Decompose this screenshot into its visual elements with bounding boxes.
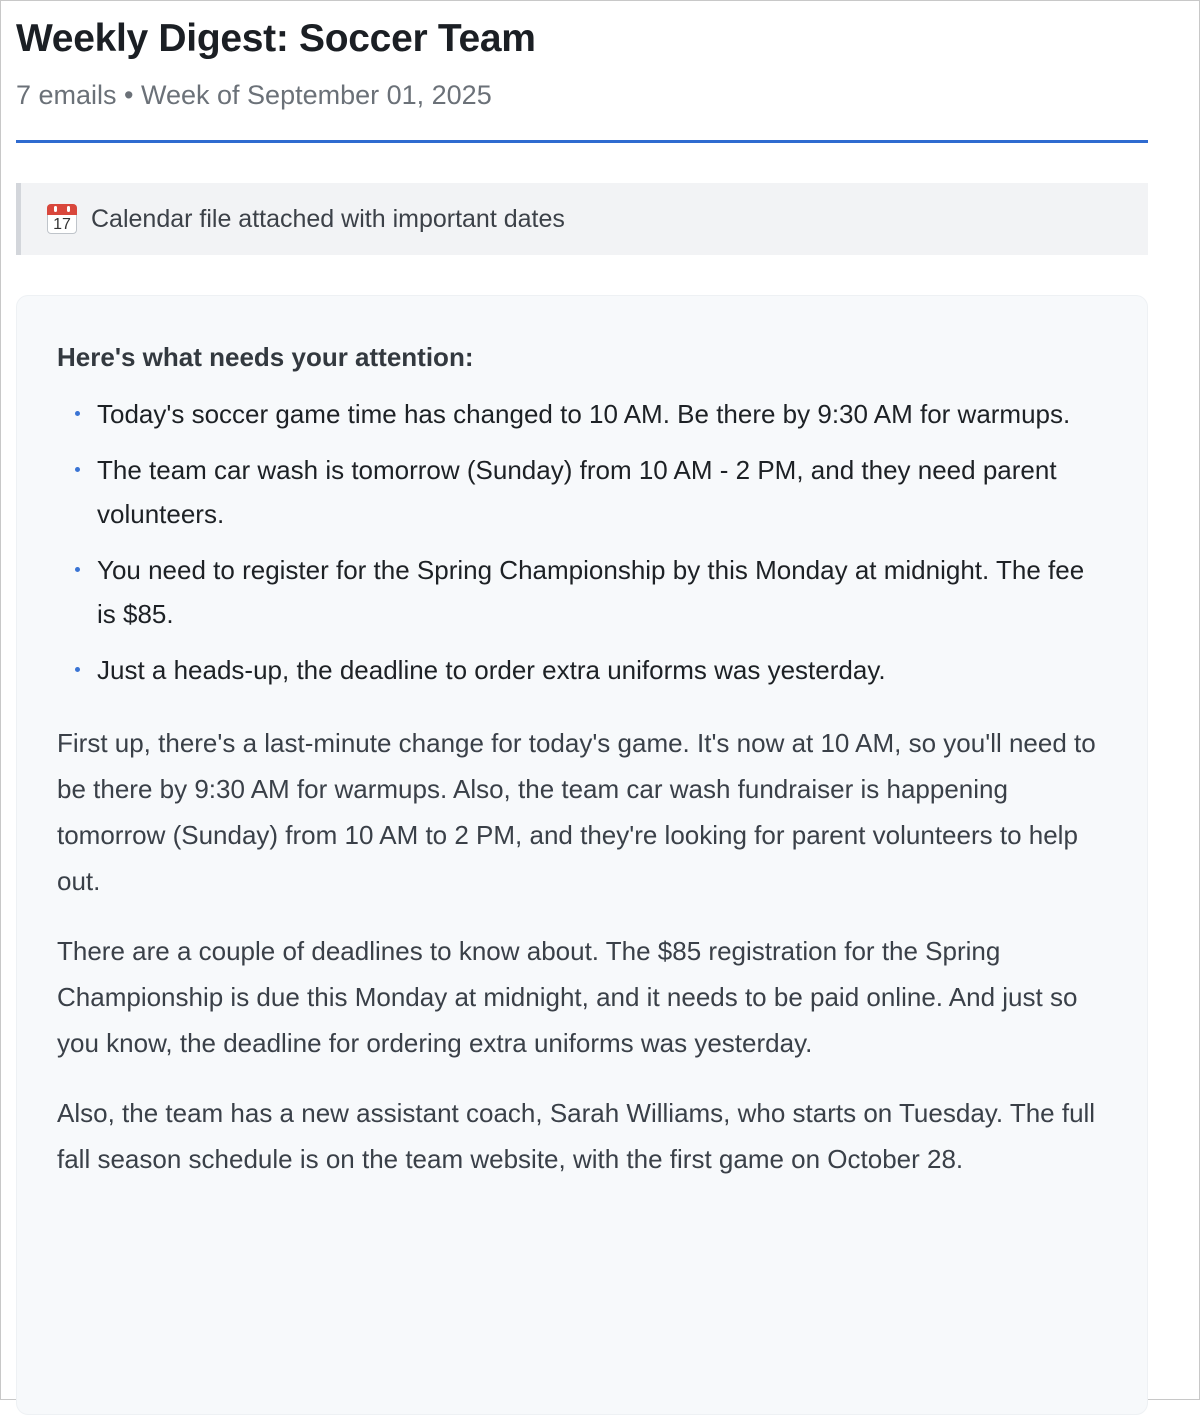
bullet-icon — [75, 411, 80, 416]
bullet-icon — [75, 667, 80, 672]
bullet-icon — [75, 467, 80, 472]
summary-card — [16, 295, 1148, 1415]
header-divider — [16, 140, 1148, 143]
summary-paragraph: There are a couple of deadlines to know about. The $85 registration for the Spring Championship is due this Monday at midnight, and it needs to be paid online. And just so you know, the deadline for ordering extra uniforms was yesterday. — [57, 936, 1078, 1058]
summary-heading: Here's what needs your attention: — [57, 342, 474, 372]
digest-meta: 7 emails • Week of September 01, 2025 — [16, 80, 492, 110]
calendar-icon: 17 — [47, 204, 77, 234]
list-item: Today's soccer game time has changed to 10 AM. Be there by 9:30 AM for warmups. — [57, 392, 1107, 436]
list-item: The team car wash is tomorrow (Sunday) from 10 AM - 2 PM, and they need parent volunteers. — [57, 448, 1107, 536]
notice-text: Calendar file attached with important dates — [91, 204, 565, 233]
summary-paragraph: First up, there's a last-minute change for today's game. It's now at 10 AM, so you'll need to be there by 9:30 AM for warmups. Also, the team car wash fundraiser is happening tomorrow (Sunday) from 10 AM to 2 PM, and they're looking for parent volunteers to help out. — [57, 728, 1096, 896]
summary-paragraph: Also, the team has a new assistant coach, Sarah Williams, who starts on Tuesday. The full fall season schedule is on the team website, with the first game on October 28. — [57, 1098, 1096, 1174]
action-items-list — [57, 392, 1107, 692]
bullet-icon — [75, 567, 80, 572]
digest-view — [16, 0, 1148, 1415]
list-item: Just a heads-up, the deadline to order extra uniforms was yesterday. — [57, 648, 1107, 692]
list-item: You need to register for the Spring Championship by this Monday at midnight. The fee is $85. — [57, 548, 1107, 636]
calendar-attachment-notice[interactable] — [16, 183, 1148, 255]
page-title: Weekly Digest: Soccer Team — [16, 17, 536, 60]
